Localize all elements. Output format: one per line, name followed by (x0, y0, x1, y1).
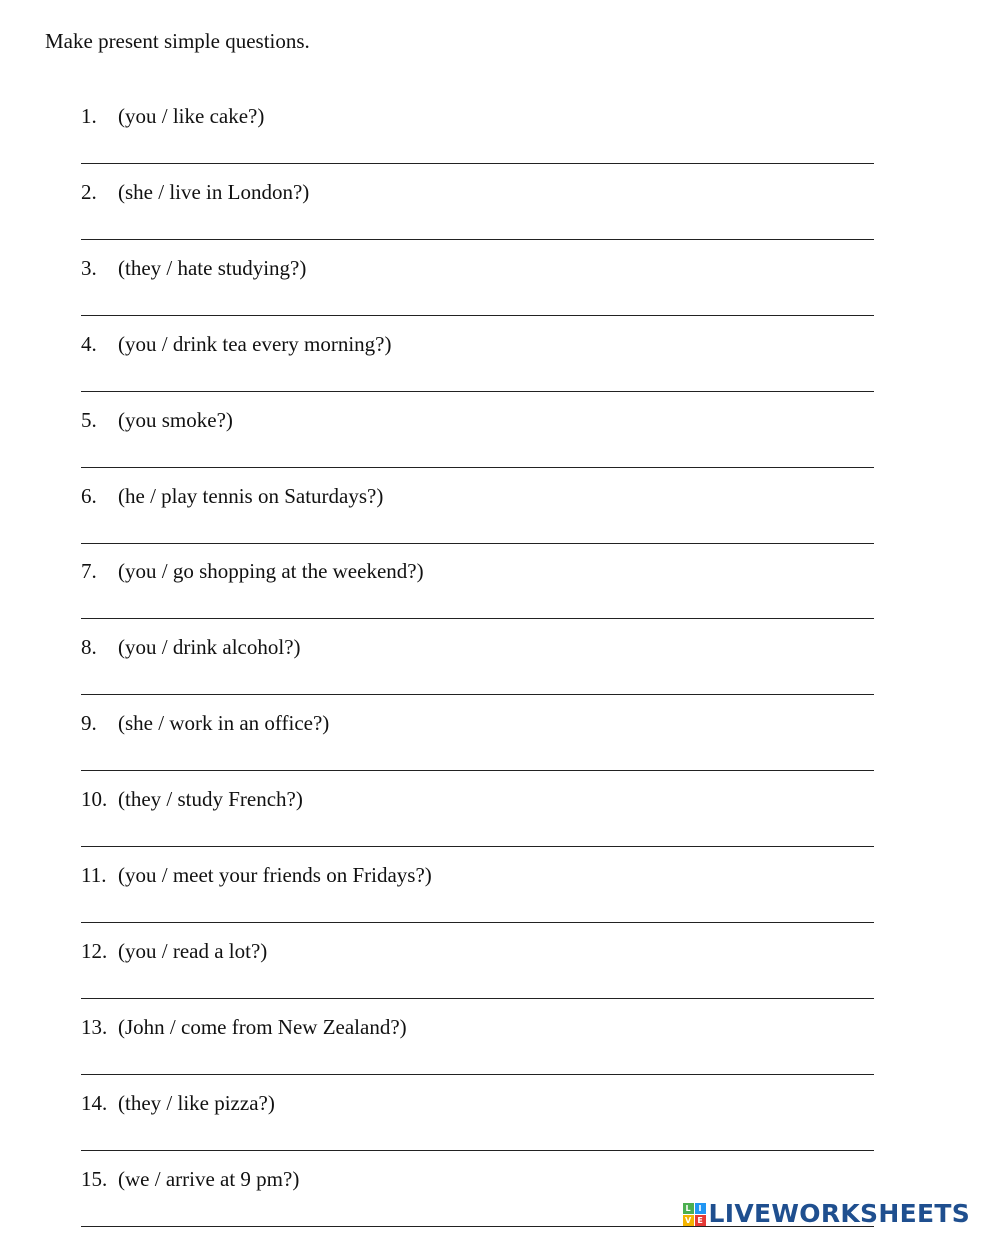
question-item (0, 634, 982, 710)
question-item (0, 710, 982, 786)
question-prompt: (he / play tennis on Saturdays?) (118, 483, 384, 508)
answer-line[interactable] (81, 391, 874, 392)
question-number: 1. (81, 104, 97, 128)
question-prompt: (you / read a lot?) (118, 938, 268, 963)
question-prompt: (they / study French?) (118, 787, 303, 812)
question-item (0, 179, 982, 255)
question-number: 2. (81, 179, 97, 204)
question-number: 11. (81, 863, 107, 887)
question-prompt: (you / meet your friends on Fridays?) (118, 863, 432, 887)
question-prompt: (you smoke?) (118, 407, 233, 432)
answer-line[interactable] (81, 163, 874, 164)
logo-letter-i: I (695, 1203, 706, 1214)
question-prompt: (she / work in an office?) (118, 711, 330, 736)
answer-line[interactable] (81, 1150, 874, 1151)
question-number: 6. (81, 483, 97, 508)
question-number: 3. (81, 255, 97, 280)
answer-line[interactable] (81, 315, 874, 316)
question-prompt: (you / drink alcohol?) (118, 635, 301, 660)
question-prompt: (they / like pizza?) (118, 1090, 275, 1115)
question-number: 10. (81, 787, 108, 812)
question-number: 13. (81, 1014, 108, 1039)
answer-line[interactable] (81, 467, 874, 468)
answer-line[interactable] (81, 618, 874, 619)
logo-letter-e: E (695, 1215, 706, 1226)
question-number: 9. (81, 711, 97, 736)
question-item (0, 786, 982, 862)
question-item (0, 331, 982, 407)
answer-line[interactable] (81, 846, 874, 847)
question-item (0, 558, 982, 634)
question-prompt: (you / go shopping at the weekend?) (118, 559, 424, 584)
question-item (0, 255, 982, 331)
answer-line[interactable] (81, 770, 874, 771)
question-item (0, 407, 982, 483)
liveworksheets-watermark (683, 1199, 970, 1229)
question-number: 14. (81, 1090, 108, 1115)
question-item (0, 938, 982, 1014)
watermark-text: LIVEWORKSHEETS (708, 1199, 970, 1228)
question-item (0, 1014, 982, 1090)
question-number: 7. (81, 559, 97, 584)
answer-line[interactable] (81, 694, 874, 695)
question-prompt: (you / drink tea every morning?) (118, 331, 392, 356)
question-item (0, 103, 982, 179)
answer-line[interactable] (81, 1074, 874, 1075)
question-number: 8. (81, 635, 97, 660)
question-item (0, 483, 982, 559)
answer-line[interactable] (81, 543, 874, 544)
answer-line[interactable] (81, 998, 874, 999)
question-number: 4. (81, 331, 97, 356)
liveworksheets-logo-icon (683, 1203, 706, 1226)
question-item (0, 1090, 982, 1166)
answer-line[interactable] (81, 239, 874, 240)
question-prompt: (they / hate studying?) (118, 255, 307, 280)
logo-letter-v: V (683, 1215, 694, 1226)
question-item (0, 862, 982, 938)
question-prompt: (John / come from New Zealand?) (118, 1014, 407, 1039)
question-number: 5. (81, 407, 97, 432)
question-number: 12. (81, 938, 108, 963)
question-prompt: (we / arrive at 9 pm?) (118, 1166, 300, 1191)
instruction-heading: Make present simple questions. (45, 29, 310, 53)
logo-letter-l: L (683, 1203, 694, 1214)
question-prompt: (she / live in London?) (118, 179, 310, 204)
question-prompt: (you / like cake?) (118, 104, 265, 128)
answer-line[interactable] (81, 922, 874, 923)
question-number: 15. (81, 1166, 108, 1191)
